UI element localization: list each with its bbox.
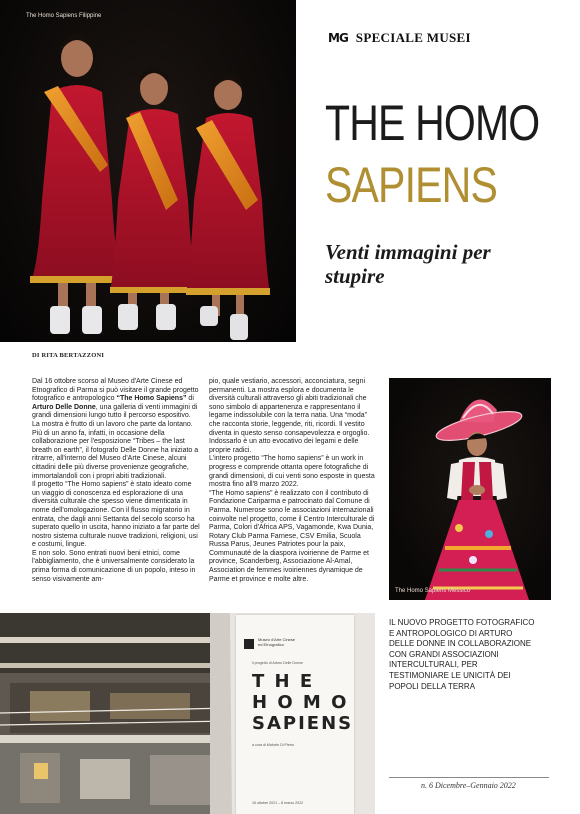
article-paragraph: Il progetto “The Homo sapiens” è stato ideato come un viaggio di conoscenza ed esplorazione di una diversità culturale che spesso viene dimenticata in nome dell'omologazione. Con il flusso migratorio in entrata, che dagli anni Settanta del secolo scorso ha superato quello in uscita, hanno iniziato a far parte del nostro sistema culturale nuove tradizioni, religioni, usi e costumi, lingue. <box>32 481 200 549</box>
headline-subtitle: Venti immagini per stupire <box>325 240 491 288</box>
article-paragraph: E non solo. Sono entrati nuovi beni etnici, come l'abbigliamento, che è universalmente considerato la prima forma di comunicazione di un popolo, inteso in senso visivamente am- <box>32 549 196 583</box>
exhibition-banner <box>236 615 354 814</box>
section-header <box>328 30 471 46</box>
photo-exhibition-hall <box>0 613 375 814</box>
banner-dates: 16 ottobre 2021 – 8 marzo 2022 <box>252 801 304 805</box>
banner-title: T H E H O M O SAPIENS <box>252 671 354 734</box>
headline-line-1: THE HOMO <box>325 95 540 151</box>
footer-divider <box>389 777 549 778</box>
banner-header: Museo d'Arte Cinese ed Etnografico <box>258 637 296 647</box>
photo-caption: The Homo Sapiens Filippine <box>26 13 102 19</box>
woman-illustration <box>389 378 551 600</box>
pull-quote: IL NUOVO PROGETTO FOTOGRAFICO E ANTROPOLOGICO DI ARTURO DELLE DONNE IN COLLABORAZIONE CON GRANDI ASSOCIAZIONI INTERCULTURALI, PER TESTIMONIARE LE UNICITÀ DEI POPOLI DELLA TERRA <box>389 617 535 691</box>
article-paragraph: “The Homo sapiens” è realizzato con il contributo di Fondazione Cariparma e patrocinato dal Comune di Parma. Numerose sono le associazioni internazionali coinvolte nel progetto, come il Centro Interculturale di Parma, Colori d'Africa APS, Vagamonde, Kwa Dunia, Rotary Club Parma Farnese, CSV Emilia, Scuola Russa Parus, Jeunes Patriotes pour la paix, Communauté de la diaspora ivoirienne de Parme et province, Scanderberg, Associazione Al-Amal, Association de femmes ivoiriennes dynamique de Parme et province e molte altre. <box>209 489 375 583</box>
museum-logo-icon <box>244 639 254 649</box>
article-column-1 <box>32 378 200 584</box>
issue-footer: n. 6 Dicembre–Gennaio 2022 <box>421 781 516 790</box>
article-paragraph: La mostra è frutto di un lavoro che parte da lontano. <box>32 420 193 428</box>
article-paragraph: Più di un anno fa, infatti, in occasione della collaborazione per l'esposizione “Tribes – the last breath on earth”, il fotografo Delle Donne ha iniziato a ritrarre, all'interno del Museo d'Arte Cinese, alcuni cittadini delle più diverse provenienze geografiche, immortalandoli con i propri abiti tradizionali. <box>32 429 199 480</box>
article-paragraph: Dal 16 ottobre scorso al Museo d'Arte Cinese ed Etnografico di Parma si può visitare il grande progetto fotografico e antropologico “The Homo Sapiens” di Arturo Delle Donne, una galleria di venti immagini di grandi dimensioni lungo tutto il percorso espositivo. <box>32 378 199 420</box>
magazine-logo: MG <box>328 31 348 45</box>
section-label: SPECIALE MUSEI <box>355 30 471 45</box>
headline-line-2: SAPIENS <box>325 157 497 213</box>
banner-subtitle: il progetto di Arturo Delle Donne <box>252 661 303 665</box>
photo-mexican-woman <box>389 378 551 600</box>
photo-caption: The Homo Sapiens Messico <box>395 588 471 594</box>
photo-filipino-girls <box>0 0 296 342</box>
girls-illustration <box>0 0 296 342</box>
banner-curator: a cura di Michele Di Pietro <box>252 743 294 747</box>
article-column-2 <box>209 378 375 584</box>
article-paragraph: L'intero progetto “The homo sapiens” è un work in progress e comprende ottanta opere fotografiche di grandi dimensioni, di cui venti sono esposte in questa mostra fino all'8 marzo 2022. <box>209 455 375 489</box>
article-paragraph: pio, quale vestiario, accessori, acconciatura, segni permanenti. La mostra esplora e documenta le diversità culturali attraverso gli abiti tradizionali che sono simbolo di appartenenza e rappresentano il legame indissolubile con la terra natia. Una “moda” che racconta storie, leggende, riti, ricordi. Il vestito diventa in questo senso consapevolezza e orgoglio. Indossarlo è un atto evocativo dei legami e delle proprie radici. <box>209 378 370 454</box>
author-byline: DI RITA BERTAZZONI <box>32 352 105 359</box>
